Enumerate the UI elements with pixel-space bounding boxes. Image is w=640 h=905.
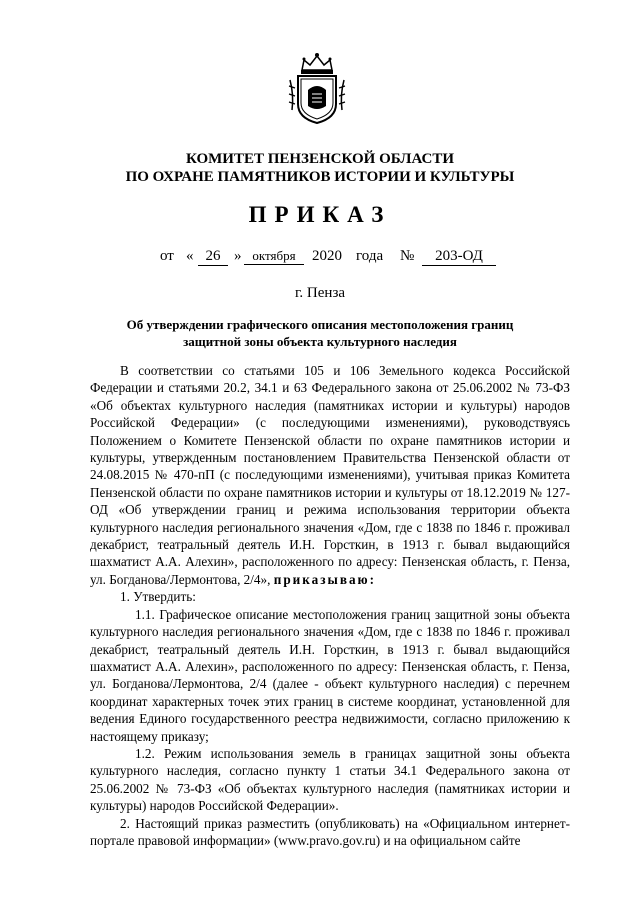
quote-close: » [234,248,242,264]
preamble-text: В соответствии со статьями 105 и 106 Земельного кодекса Российской Федерации и статьями 20.2, 34.1 и 63 Федерального закона от 25.06.2002 № 73-ФЗ «Об объектах культурного наследия (памятниках истории и культуры) народов Российской Федерации» (с последующими изменениями), руководствуясь Положением о Комитете Пензенской области по охране памятников истории и культуры, утвержденным постановлением Правительства Пензенской области от 24.08.2015 № 470-пП (с последующими изменениями), учитывая приказ Комитета Пензенской области по охране памятников истории и культуры от 18.12.2019 № 127-ОД «Об утверждении границ и режима использования территории объекта культурного наследия регионального значения «Дом, где с 1838 по 1846 г. проживал декабрист, театральный деятель И.Н. Горсткин, в 1913 г. бывал выдающийся шахматист А.А. Алехин», расположенного по адресу: Пензенская область, г. Пенза, ул. Богданова/Лермонтова, 2/4», [90,363,570,587]
year-label: года [356,248,384,264]
from-label: от [160,248,174,264]
document-body [90,362,570,849]
subject-line1: Об утверждении графического описания местоположения границ [126,317,514,332]
order-word: приказываю: [273,571,377,587]
item-2: 2. Настоящий приказ разместить (опубликовать) на «Официальном интернет-портале правовой информации» (www.pravo.gov.ru) и на официальном сайте [90,815,570,848]
date-number-line [0,248,640,268]
preamble-paragraph [90,362,570,588]
item-1-1: 1.1. Графическое описание местоположения границ защитной зоны объекта культурного наследия регионального значения «Дом, где с 1838 по 1846 г. проживал декабрист, театральный деятель И.Н. Горсткин, в 1913 г. бывал выдающийся шахматист А.А. Алехин», расположенного по адресу: Пензенская область, г. Пенза, ул. Богданова/Лермонтова, 2/4 (далее - объект культурного наследия) с перечнем координат характерных точек этих границ в системе координат, установленной для ведения Единого государственного реестра недвижимости, согласно приложению к настоящему приказу; [90,606,570,744]
city-name: г. Пенза [294,285,346,301]
date-day: 26 [198,248,228,266]
organization-name-line2: ПО ОХРАНЕ ПАМЯТНИКОВ ИСТОРИИ И КУЛЬТУРЫ [125,169,515,185]
quote-open: « [186,248,194,264]
document-number: 203-ОД [422,248,496,266]
subject-line2: защитной зоны объекта культурного наследия [183,334,457,349]
coat-of-arms-emblem [286,50,348,126]
number-label: № [400,248,415,264]
document-type-title: ПРИКАЗ [248,202,392,227]
item-1-2: 1.2. Режим использования земель в границах защитной зоны объекта культурного наследия, согласно пункту 1 статьи 34.1 Федерального закона от 25.06.2002 № 73-ФЗ «Об объектах культурного наследия (памятниках истории и культуры) народов Российской Федерации». [90,745,570,814]
item-1: 1. Утвердить: [120,589,196,605]
organization-name-line1: КОМИТЕТ ПЕНЗЕНСКОЙ ОБЛАСТИ [185,151,455,167]
date-year: 2020 [312,248,342,264]
date-month: октября [244,248,304,265]
document-subject [90,316,550,350]
